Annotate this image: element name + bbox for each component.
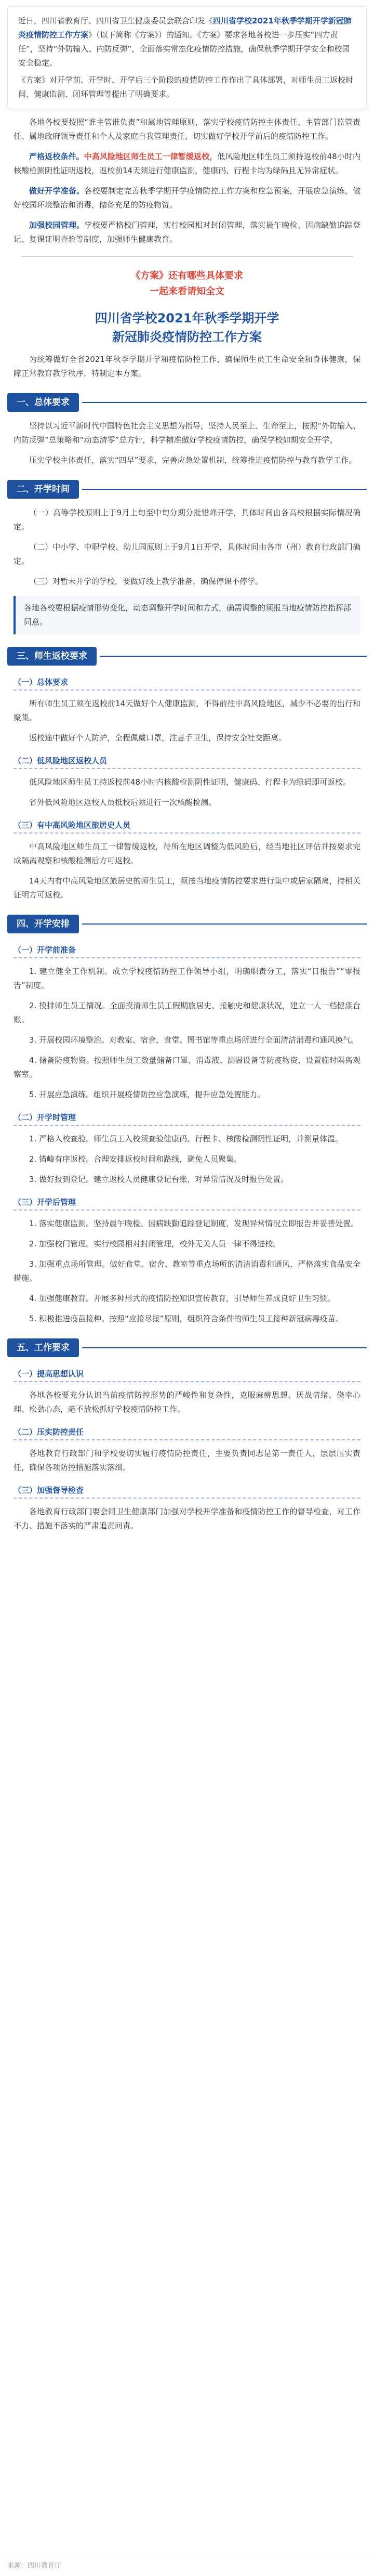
sub-paragraph: 各地各校要充分认识当前疫情防控形势的严峻性和复杂性，克服麻痹思想、厌战情绪、侥幸心理、松劲心态，毫不放松抓好学校疫情防控工作。: [14, 1390, 360, 1414]
notice-line-2: 一起来看请知全文: [150, 286, 224, 297]
sub-paragraph: 1. 严格入校查验。师生员工入校须查验健康码、行程卡、核酸检测阴性证明，并测量体温。: [29, 1134, 343, 1143]
sub-paragraph: 3. 做好报到登记。建立返校人员健康登记台账，对异常情况及时报告处置。: [29, 1175, 289, 1184]
sub-heading: （一）提高思想认识: [14, 1367, 360, 1382]
section-2-paragraph: （二）中小学、中职学校、幼儿园原则上于9月1日开学，具体时间由各市（州）教育行政部门确定。: [14, 542, 360, 566]
body-p3-lead: 做好开学准备。: [29, 186, 85, 196]
intro-doc-title: 四川省学校2021年秋季学期开学新冠肺炎疫情防控工作方案: [18, 16, 352, 40]
sub-heading: （三）加强督导检查: [14, 1483, 360, 1499]
body-paragraph-4: [14, 218, 360, 246]
notice-line-1: 《方案》还有哪些具体要求: [131, 270, 243, 281]
section-2-paragraph: （一）高等学校原则上于9月上旬至中旬分期分批错峰开学，具体时间由各高校根据实际情况确定。: [14, 508, 360, 531]
intro-box: [7, 6, 367, 109]
sub-heading: （三）开学后管理: [14, 1195, 360, 1211]
section-head-2: [7, 479, 367, 500]
body-p2-red: 中高风险地区师生员工一律暂缓返校，: [84, 152, 218, 161]
sub-paragraph: 低风险地区师生员工持返校前48小时内核酸检测阴性证明，健康码、行程卡为绿码即可返校。: [29, 777, 351, 787]
section-head-1: [7, 392, 367, 413]
intro-paragraph-1: [18, 14, 356, 70]
section-rule: [82, 923, 367, 925]
section-badge: 二、开学时间: [7, 480, 79, 499]
document-title-line-1: 四川省学校2021年秋季学期开学: [95, 311, 279, 326]
sub-heading: （一）开学前准备: [14, 943, 360, 958]
section-badge: 三、师生返校要求: [7, 647, 97, 666]
section-rule: [82, 402, 367, 403]
preamble: 为统筹做好全省2021年秋季学期开学和疫情防控工作，确保师生员工生命安全和身体健康，保障正常教育教学秩序，特制定本方案。: [14, 355, 360, 378]
sub-paragraph: 所有师生员工须在返校前14天做好个人健康监测，不得前往中高风险地区，减少不必要的出行和聚集。: [14, 699, 360, 722]
sub-paragraph: 2. 摸排师生员工情况。全面摸清师生员工假期旅居史、接触史和健康状况，建立一人一档健康台账。: [14, 1001, 360, 1024]
body-p4-text: 学校要严格校门管理，实行校园相对封闭管理，落实晨午晚检、因病缺勤追踪登记、复课证明查验等制度，加强师生健康教育。: [14, 220, 360, 244]
section-rule: [82, 1347, 367, 1348]
body-p2-rest: 低风险地区师生员工须持返校前48小时内核酸检测阴性证明返校，返校前14天须进行健康监测，健康码、行程卡均为绿码且无异常症状。: [14, 152, 360, 175]
sub-paragraph: 中高风险地区师生员工一律暂缓返校，待所在地区调整为低风险后，经当地社区评估并按要求完成隔离观察和核酸检测后方可返校。: [14, 842, 360, 865]
body-p4-lead: 加强校园管理。: [29, 220, 85, 230]
body-p2-lead: 严格返校条件。: [29, 152, 84, 161]
sub-paragraph: 3. 开展校园环境整治。对教室、宿舍、食堂、图书馆等重点场所进行全面清洁消毒和通风换气。: [29, 1035, 359, 1045]
sub-paragraph: 2. 错峰有序返校。合理安排返校时间和路线，避免人员聚集。: [29, 1154, 242, 1164]
sub-paragraph: 14天内有中高风险地区旅居史的师生员工，须按当地疫情防控要求进行集中或居家隔离，持相关证明方可返校。: [14, 876, 360, 900]
sub-paragraph: 5. 开展应急演练。组织开展疫情防控应急演练，提升应急处置能力。: [29, 1090, 265, 1099]
intro-text-b: 》（以下简称《方案》）的通知。《方案》要求各地各校进一步压实“四方责任”，坚持“外防输入、内防反弹”，全面落实常态化疫情防控措施，确保秋季学期开学安全和校园安全稳定。: [18, 30, 350, 68]
sub-paragraph: 3. 加强重点场所管理。做好食堂、宿舍、教室等重点场所的清洁消毒和通风，严格落实食品安全措施。: [14, 1259, 360, 1283]
document-title: [0, 309, 374, 346]
divider: [21, 256, 353, 257]
footer-source: 来源：四川教育厅: [0, 2556, 374, 2576]
sub-paragraph: 返校途中做好个人防护，全程佩戴口罩，注意手卫生，保持安全社交距离。: [29, 733, 287, 743]
section-2-paragraph: （三）对暂未开学的学校，要做好线上教学准备，确保停课不停学。: [29, 577, 263, 586]
sub-paragraph: 各地教育行政部门和学校要切实履行疫情防控责任，主要负责同志是第一责任人，层层压实责任，确保各项防控措施落实落细。: [14, 1449, 360, 1472]
sub-heading: （二）压实防控责任: [14, 1425, 360, 1440]
body-paragraph-1: 各地各校要按照“谁主管谁负责”和属地管理原则，落实学校疫情防控主体责任、主管部门监管责任、属地政府领导责任和个人及家庭自我管理责任，切实做好学校开学前后的疫情防控工作。: [14, 118, 360, 141]
intro-paragraph-2: 《方案》对开学前、开学时、开学后三个阶段的疫情防控工作作出了具体部署，对师生员工返校时间、健康监测、闭环管理等提出了明确要求。: [18, 75, 354, 99]
sub-paragraph: 各地教育行政部门要会同卫生健康部门加强对学校开学准备和疫情防控工作的督导检查，对工作不力、措施不落实的严肃追责问责。: [14, 1507, 360, 1530]
sub-paragraph: 2. 加强校门管理。实行校园相对封闭管理，校外无关人员一律不得进校。: [29, 1239, 281, 1248]
body-paragraph-3: [14, 184, 360, 212]
section-badge: 四、开学安排: [7, 915, 79, 933]
body-paragraph-2: [14, 150, 360, 178]
section-1-paragraph: 压实学校主体责任，落实“四早”要求，完善应急处置机制，统筹推进疫情防控与教育教学工作。: [29, 456, 357, 465]
intro-text-a: 近日，四川省教育厅、四川省卫生健康委员会联合印发《: [18, 16, 213, 25]
sub-paragraph: 省外低风险地区返校人员抵校后须进行一次核酸检测。: [29, 798, 217, 807]
section-2-tip: 各地各校要根据疫情形势变化，动态调整开学时间和方式，确需调整的须报当地疫情防控指挥部同意。: [14, 596, 360, 634]
section-rule: [100, 656, 367, 657]
sub-heading: （二）低风险地区返校人员: [14, 753, 360, 769]
document-title-line-2: 新冠肺炎疫情防控工作方案: [112, 330, 262, 344]
sub-paragraph: 4. 储备防疫物资。按照师生员工数量储备口罩、消毒液、测温设备等防疫物资，设置临时隔离观察室。: [14, 1056, 360, 1079]
section-head-3: [7, 646, 367, 667]
section-badge: 五、工作要求: [7, 1338, 79, 1357]
sub-paragraph: 5. 积极推进疫苗接种。按照“应接尽接”原则，组织符合条件的师生员工接种新冠病毒疫苗。: [29, 1314, 343, 1323]
section-1-paragraph: 坚持以习近平新时代中国特色社会主义思想为指导，坚持人民至上、生命至上，按照“外防输入、内防反弹”总策略和“动态清零”总方针，科学精准做好学校疫情防控，确保学校如期安全开学。: [14, 421, 360, 445]
section-head-4: [7, 914, 367, 934]
sub-heading: （三）有中高风险地区旅居史人员: [14, 818, 360, 834]
sub-paragraph: 1. 建立健全工作机制。成立学校疫情防控工作领导小组，明确职责分工，落实“日报告”“零报告”制度。: [14, 967, 360, 990]
notice-block: [0, 268, 374, 300]
sub-heading: （二）开学时管理: [14, 1110, 360, 1126]
sub-paragraph: 4. 加强健康教育。开展多种形式的疫情防控知识宣传教育，引导师生养成良好卫生习惯。: [29, 1294, 336, 1303]
section-badge: 一、总体要求: [7, 393, 79, 412]
body-p3-text: 各校要制定完善秋季学期开学疫情防控工作方案和应急预案，开展应急演练，做好校园环境整治和消毒，储备充足的防疫物资。: [14, 186, 360, 210]
sub-paragraph: 1. 落实健康监测。坚持晨午晚检、因病缺勤追踪登记制度，发现异常情况立即报告并妥善处置。: [29, 1219, 359, 1228]
section-rule: [82, 489, 367, 490]
section-head-5: [7, 1337, 367, 1358]
sub-heading: （一）总体要求: [14, 675, 360, 691]
